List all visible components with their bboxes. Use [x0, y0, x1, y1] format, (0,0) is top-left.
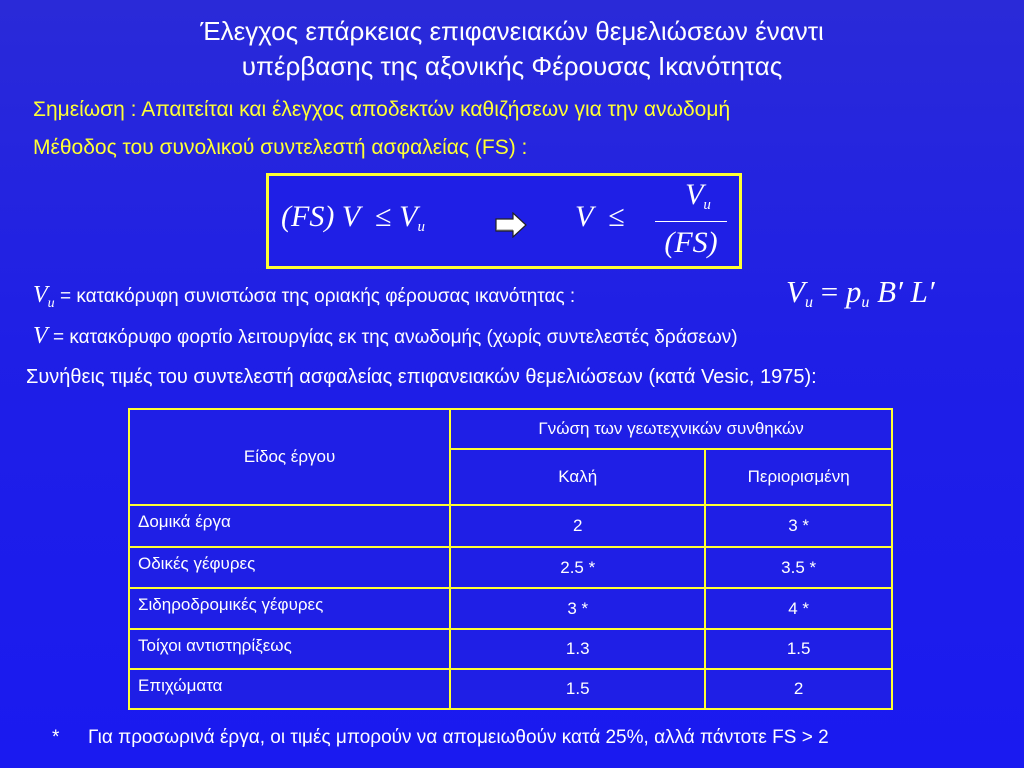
row-limited: 2 [705, 669, 892, 709]
formula-rhs-v: V [575, 200, 594, 233]
table-row [129, 505, 892, 547]
row-good: 2 [450, 505, 705, 547]
note-label: Σημείωση : [33, 98, 137, 121]
footnote [52, 727, 829, 749]
note-text: Απαιτείται και έλεγχος αποδεκτών καθιζήσεων για την ανωδομή [141, 98, 731, 121]
row-good: 1.3 [450, 629, 705, 669]
header-knowledge: Γνώση των γεωτεχνικών συνθηκών [450, 409, 892, 449]
fraction-bar [655, 221, 727, 222]
row-limited: 4 * [705, 588, 892, 629]
vu-symbol: $V_u$ [33, 282, 55, 311]
row-good: 1.5 [450, 669, 705, 709]
formula-rhs [575, 200, 625, 234]
typical-values-heading: Συνήθεις τιμές του συντελεστή ασφαλείας επιφανειακών θεμελιώσεων (κατά Vesic, 1975): [26, 366, 817, 388]
fraction-denominator: (FS) [664, 226, 718, 259]
row-limited: 3 * [705, 505, 892, 547]
footnote-marker: * [52, 727, 60, 748]
slide-title-line-1: Έλεγχος επάρκειας επιφανειακών θεμελιώσεων έναντι [200, 16, 824, 46]
row-good: 2.5 * [450, 547, 705, 588]
row-type: Τοίχοι αντιστηρίξεως [129, 629, 450, 669]
slide-title-line-2: υπέρβασης της αξονικής Φέρουσας Ικανότητας [241, 51, 783, 81]
vu-formula: $V_u = p_u$ B′ L′ [786, 274, 935, 311]
row-limited: 3.5 * [705, 547, 892, 588]
row-type: Σιδηροδρομικές γέφυρες [129, 588, 450, 629]
header-limited: Περιορισμένη [705, 449, 892, 505]
v-definition [33, 323, 738, 350]
formula-v: V [341, 200, 361, 233]
formula-lhs [281, 200, 425, 236]
note [33, 98, 730, 122]
v-eq: = [52, 327, 65, 348]
slide-title [0, 14, 1024, 84]
safety-factor-table [128, 408, 893, 710]
header-good: Καλή [450, 449, 705, 505]
formula-rhs-le: ≤ [608, 200, 625, 233]
row-type: Δομικά έργα [129, 505, 450, 547]
formula-box [266, 173, 742, 269]
formula-vu: $V_u$ [399, 200, 425, 235]
vu-eq: = [59, 286, 72, 307]
v-symbol: V [33, 323, 48, 349]
table-row [129, 547, 892, 588]
row-good: 3 * [450, 588, 705, 629]
formula-le: ≤ [375, 200, 392, 233]
arrow-right-icon [495, 212, 527, 238]
formula-fs: (FS) [281, 200, 335, 233]
row-type: Οδικές γέφυρες [129, 547, 450, 588]
v-text: κατακόρυφο φορτίο λειτουργίας εκ της ανωδομής (χωρίς συντελεστές δράσεων) [69, 327, 738, 348]
table-row [129, 669, 892, 709]
vu-text: κατακόρυφη συνιστώσα της οριακής φέρουσας ικανότητας : [76, 286, 576, 307]
header-project-type: Είδος έργου [129, 409, 450, 505]
row-limited: 1.5 [705, 629, 892, 669]
vu-definition [33, 282, 575, 312]
method-heading: Μέθοδος του συνολικού συντελεστή ασφαλείας (FS) : [33, 136, 528, 159]
table-header-row [129, 409, 892, 449]
footnote-text: Για προσωρινά έργα, οι τιμές μπορούν να απομειωθούν κατά 25%, αλλά πάντοτε FS > 2 [87, 727, 829, 748]
fraction-numerator: $V_u$ [685, 178, 711, 213]
table-row [129, 588, 892, 629]
row-type: Επιχώματα [129, 669, 450, 709]
table-row [129, 629, 892, 669]
